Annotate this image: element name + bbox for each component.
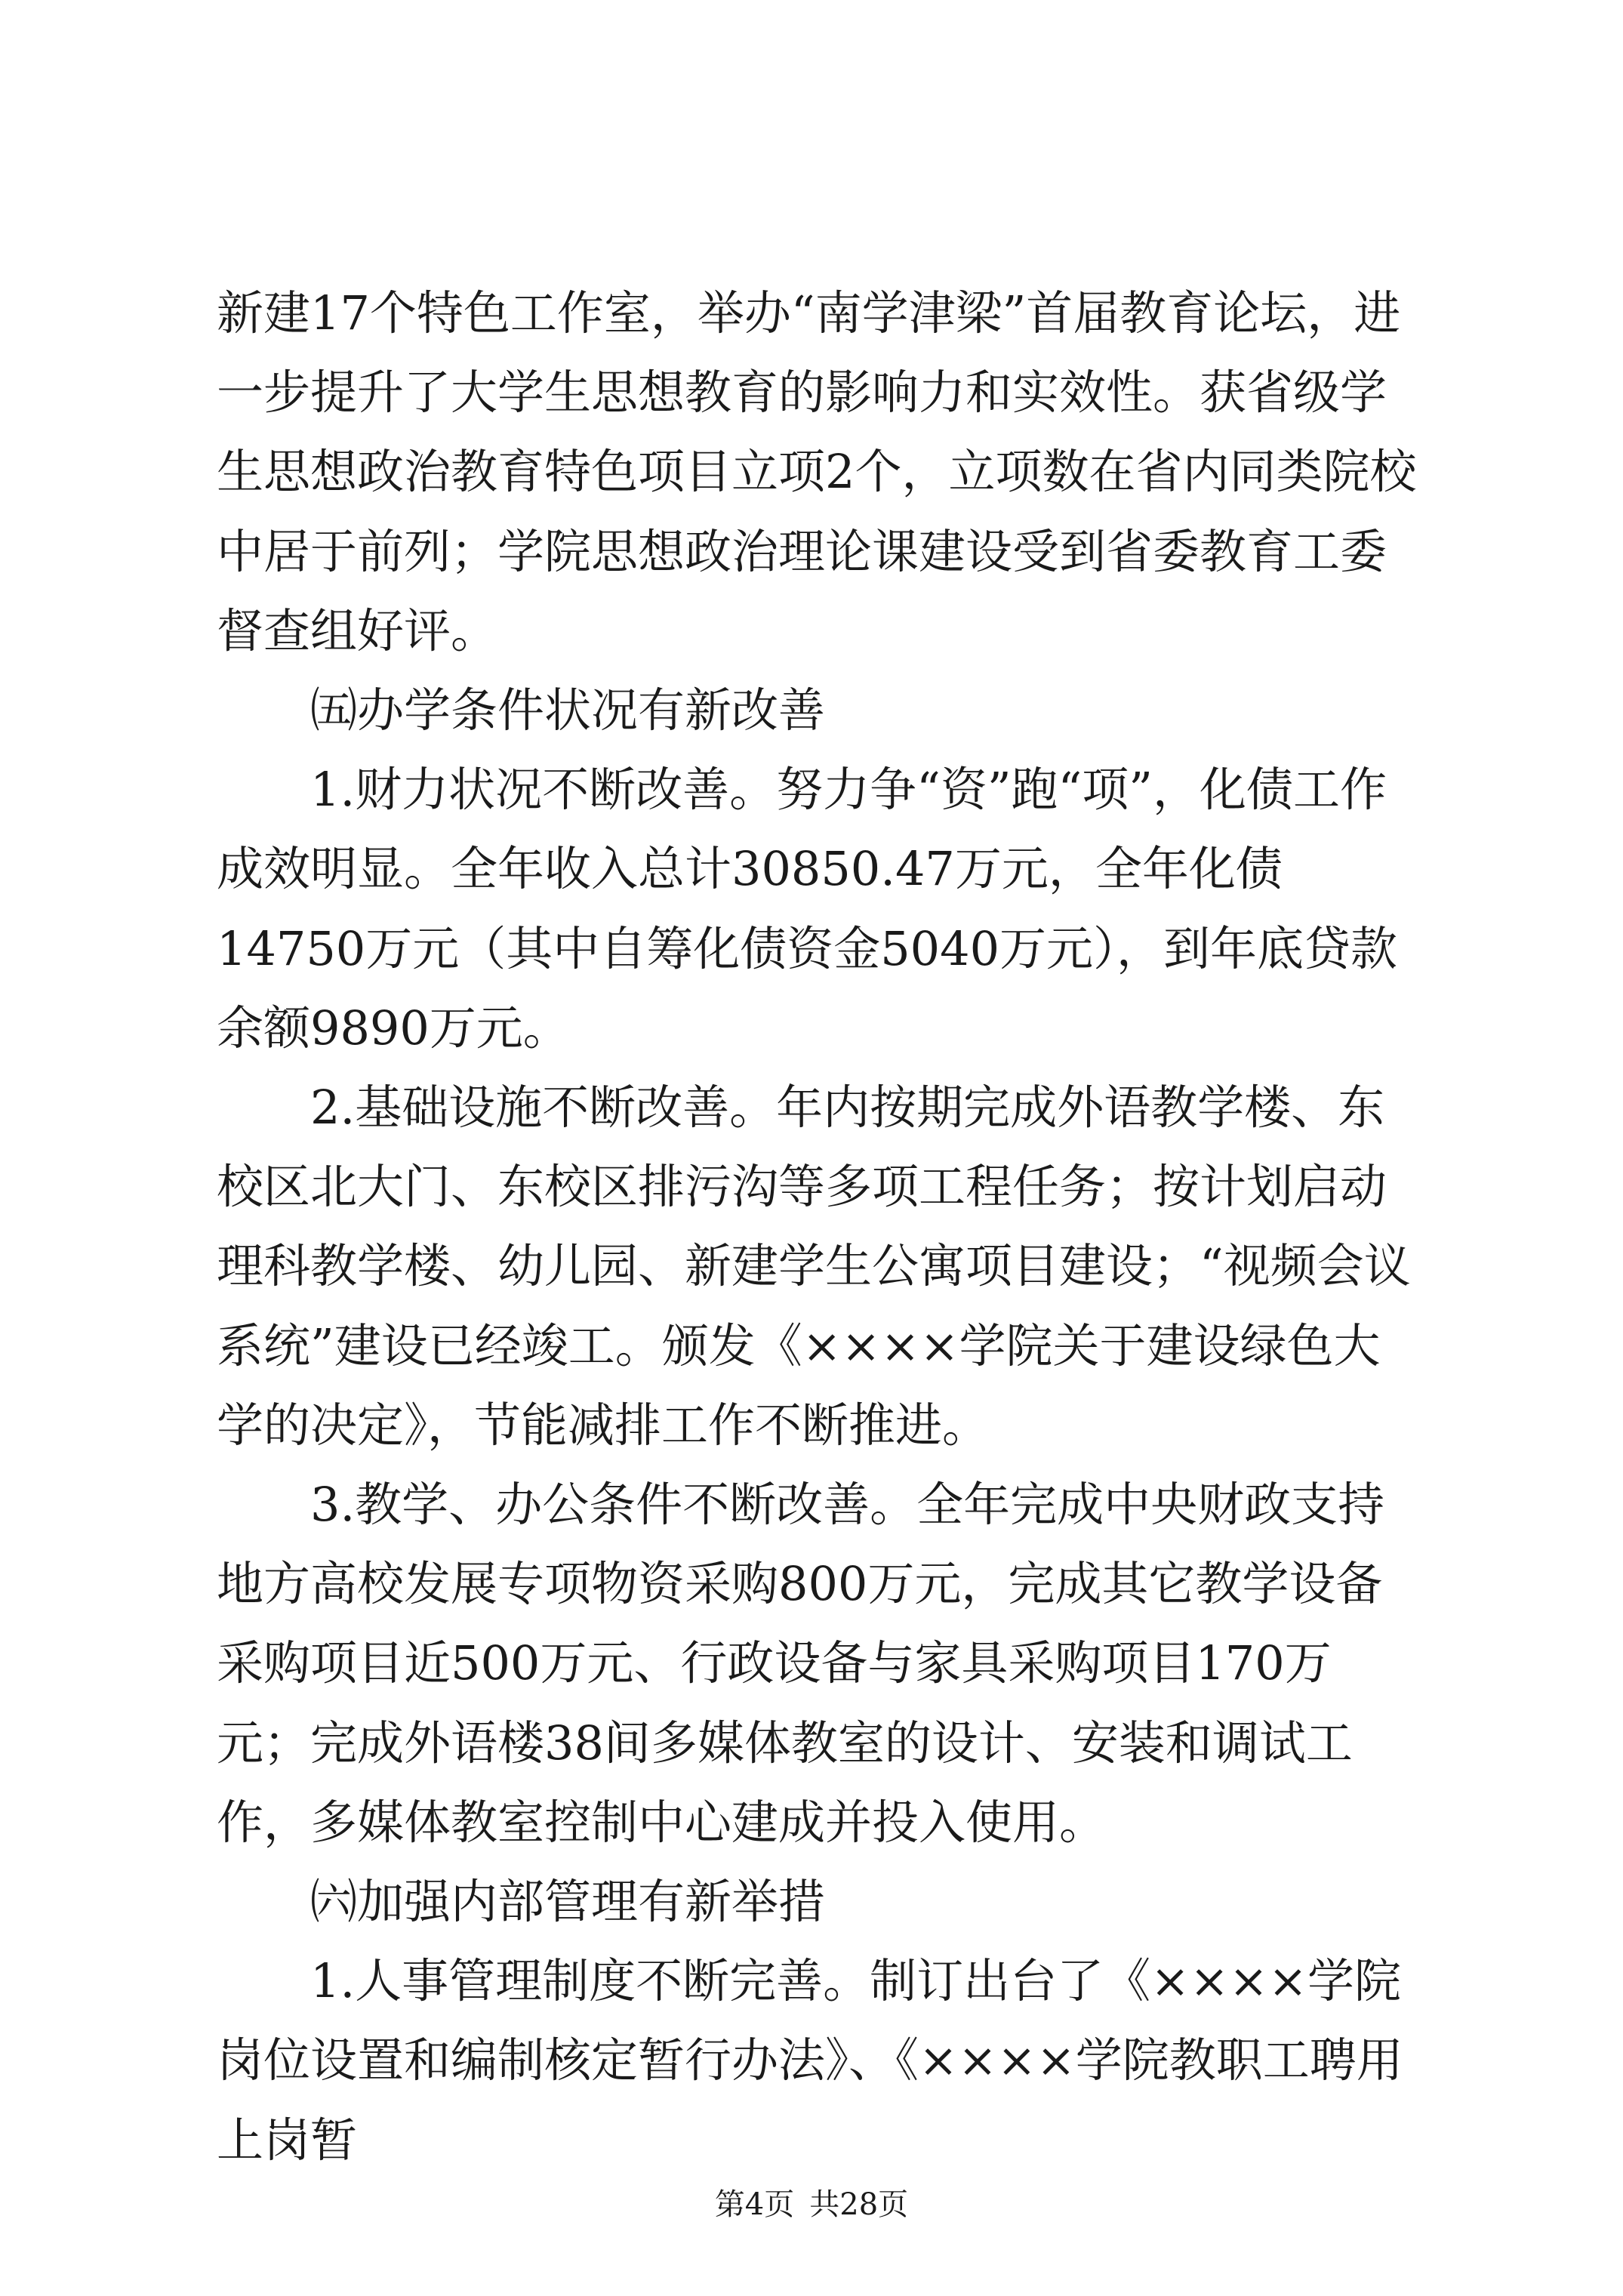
paragraph: 3.教学、办公条件不断改善。全年完成中央财政支持地方高校发展专项物资采购800万元，完成其它教学设备采购项目近500万元、行政设备与家具采购项目170万元；完成外语楼38间多媒体教室的设计、安装和调试工作，多媒体教室控制中心建成并投入使用。 bbox=[217, 1477, 1385, 1850]
page-total: 共28页 bbox=[809, 2187, 909, 2222]
document-body bbox=[217, 273, 1424, 2180]
paragraph: 新建17个特色工作室，举办“南学津梁”首届教育论坛，进一步提升了大学生思想教育的影响力和实效性。获省级学生思想政治教育特色项目立项2个，立项数在省内同类院校中居于前列；学院思想政治理论课建设受到省委教育工委督查组好评。 bbox=[217, 285, 1417, 658]
paragraph: 1.人事管理制度不断完善。制订出台了《××××学院岗位设置和编制核定暂行办法》、《××××学院教职工聘用上岗暂 bbox=[217, 1953, 1403, 2168]
section-heading: ㈥加强内部管理有新举措 bbox=[310, 1874, 826, 1930]
paragraph: 2.基础设施不断改善。年内按期完成外语教学楼、东校区北大门、东校区排污沟等多项工程任务；按计划启动理科教学楼、幼儿园、新建学生公寓项目建设；“视频会议系统”建设已经竣工。颁发《××××学院关于建设绿色大学的决定》，节能减排工作不断推进。 bbox=[217, 1080, 1411, 1453]
page-footer bbox=[0, 2186, 1623, 2224]
paragraph: 1.财力状况不断改善。努力争“资”跑“项”，化债工作成效明显。全年收入总计30850.47万元，全年化债14750万元（其中自筹化债资金5040万元），到年底贷款余额9890万元。 bbox=[217, 762, 1398, 1056]
section-heading: ㈤办学条件状况有新改善 bbox=[310, 683, 826, 738]
page-number: 第4页 bbox=[714, 2187, 795, 2222]
